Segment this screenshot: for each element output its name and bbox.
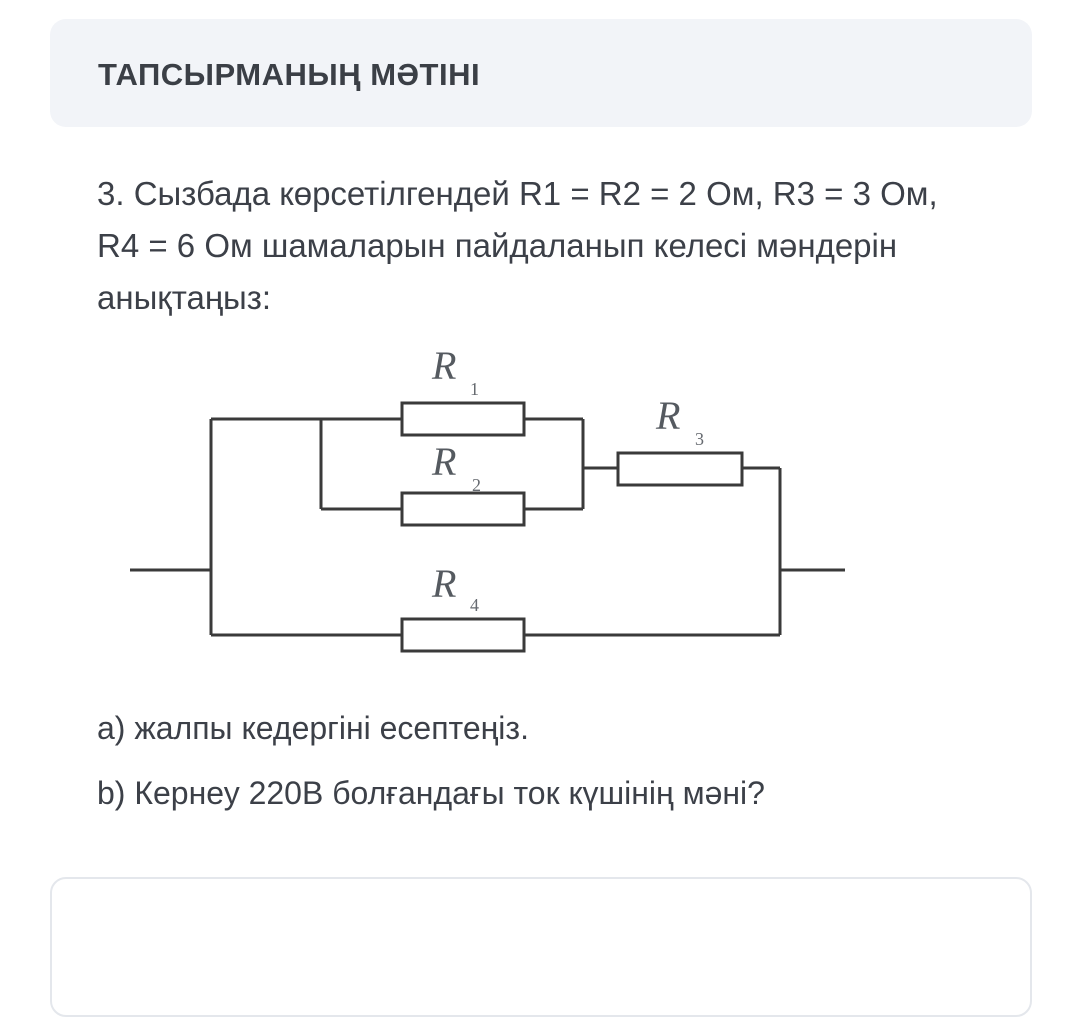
svg-text:R: R [432,439,457,484]
svg-text:4: 4 [470,595,479,615]
svg-text:R: R [432,561,457,606]
resistor-label-r1 [431,343,479,399]
svg-text:1: 1 [470,379,479,399]
answer-input-area[interactable] [50,877,1032,1017]
svg-text:R: R [656,393,681,438]
svg-text:3: 3 [695,429,704,449]
resistor-r2 [402,493,524,525]
task-header-card [50,19,1032,127]
resistor-r1 [402,403,524,435]
question-b: b) Кернеу 220В болғандағы ток күшінің мәні? [97,775,765,811]
svg-text:2: 2 [472,475,481,495]
task-line-3: анықтаңыз: [97,279,272,316]
task-line-2: R4 = 6 Ом шамаларын пайдаланып келесі мәндерін [97,227,898,264]
resistor-label-r3 [655,393,704,449]
question-a: а) жалпы кедергіні есептеңіз. [97,710,529,746]
resistor-r3 [618,453,742,485]
task-header-title: ТАПСЫРМАНЫҢ МӘТІНІ [98,57,481,92]
resistor-label-r2 [431,439,481,495]
task-line-1: 3. Сызбада көрсетілгендей R1 = R2 = 2 Ом, R3 = 3 Ом, [97,175,938,212]
resistor-r4 [402,619,524,651]
task-description [97,168,997,324]
svg-text:R: R [432,343,457,388]
resistor-label-r4 [431,561,479,615]
circuit-diagram [120,335,860,665]
